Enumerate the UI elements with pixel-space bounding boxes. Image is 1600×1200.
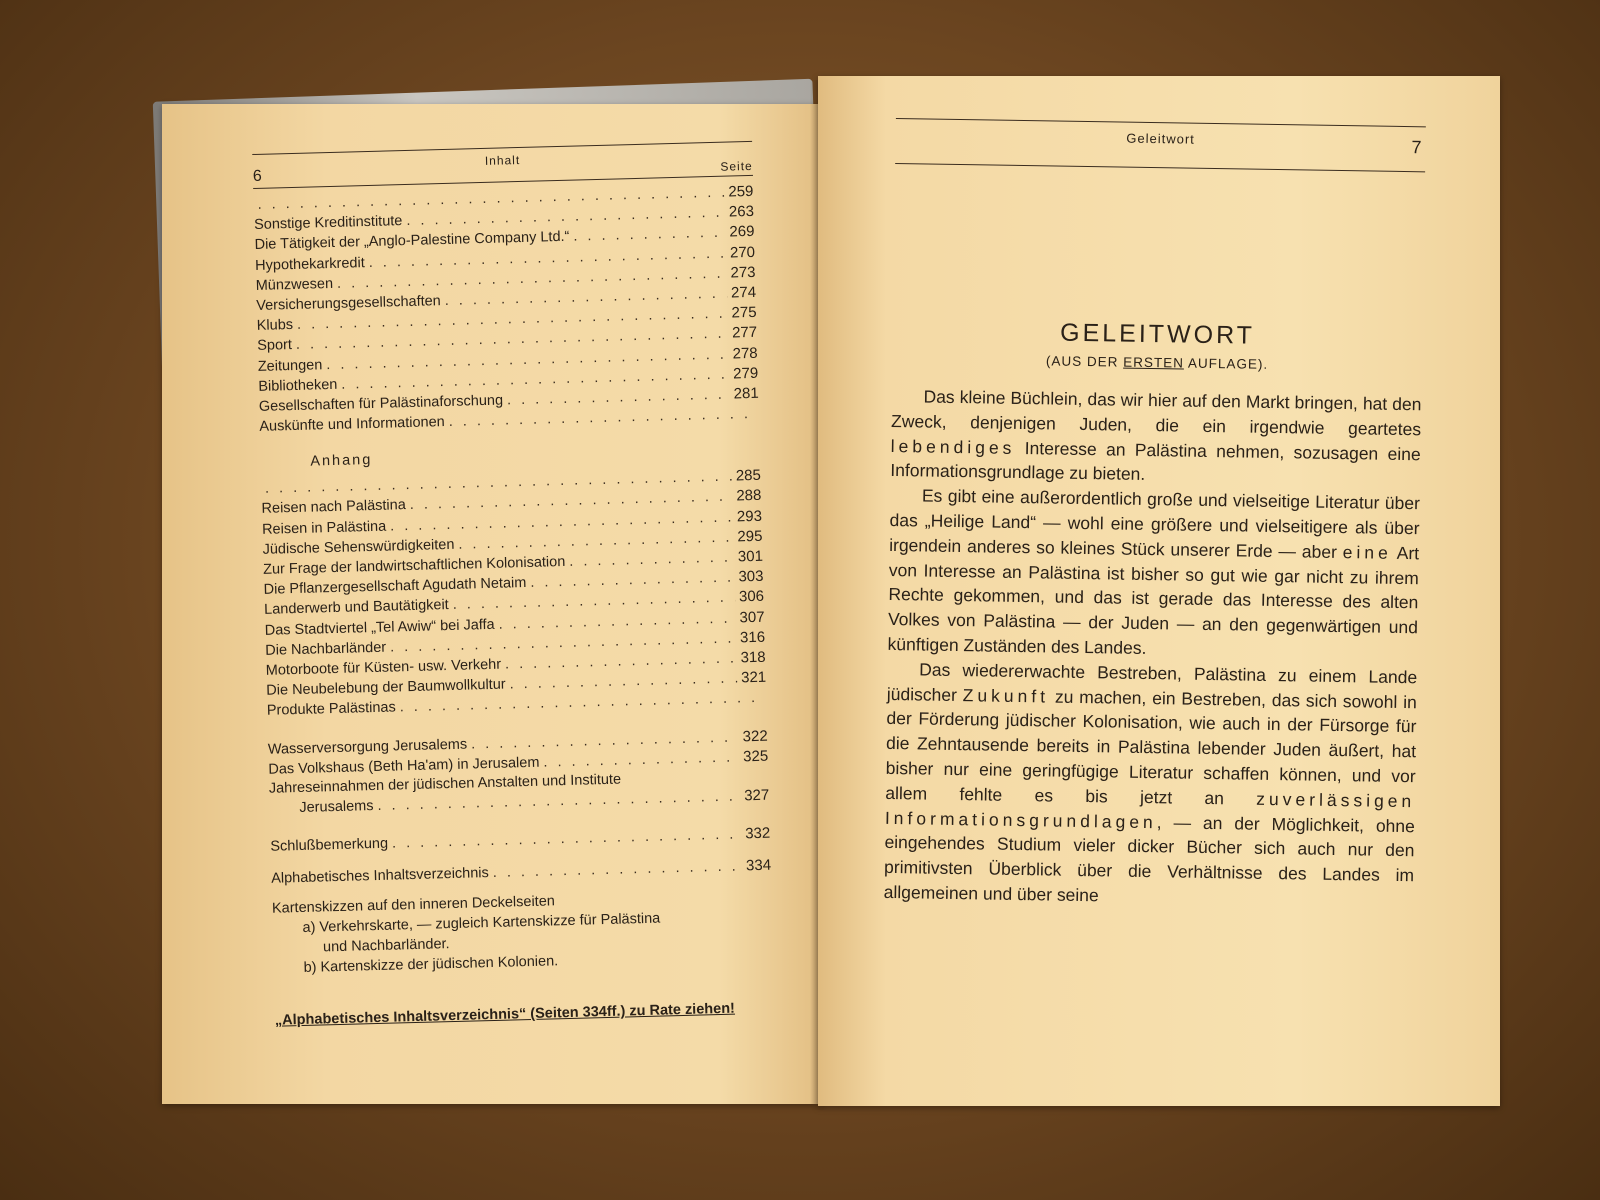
toc-page: 325 — [742, 747, 769, 766]
body-text — [884, 384, 1422, 913]
toc-page: 279 — [732, 364, 759, 383]
toc-main-list — [253, 182, 759, 437]
page-number: 6 — [252, 167, 262, 185]
text-run: Das wiedererwachte Bestreben, Palästina zu einem Lande jüdischer — [886, 659, 1418, 705]
seite-label: Seite — [720, 158, 753, 174]
toc-label: Sonstige Kreditinstitute — [253, 213, 403, 234]
toc-label: Zeitungen — [257, 356, 323, 375]
paragraph-3 — [884, 657, 1418, 913]
toc-anhang-list — [261, 466, 767, 721]
toc-page: 307 — [739, 608, 765, 626]
toc-page: 327 — [743, 786, 770, 805]
toc-page: 285 — [735, 467, 762, 485]
toc-page: 269 — [729, 223, 755, 241]
toc-label: Landerwerb und Bautätigkeit — [263, 597, 449, 619]
toc-label: Das Stadtviertel „Tel Awiw“ bei Jaffa — [264, 616, 495, 639]
paragraph-1 — [890, 384, 1421, 492]
toc-label: Zur Frage der landwirtschaftlichen Kolonisation — [262, 553, 566, 578]
toc-label: Das Volkshaus (Beth Ha'am) in Jerusalem — [268, 754, 540, 778]
text-run: Art von Interesse an Palästina ist bisher so gut wie gar nicht zu ihrem Rechte gekommen, und das ist gerade das Interesse des alten Volkes von Palästina — der Juden — an den gegenwärtigen und künftigen Zuständen des Landes. — [887, 542, 1420, 658]
toc-page: 273 — [730, 263, 756, 282]
toc-page: 293 — [736, 507, 763, 526]
toc-page: 301 — [737, 547, 764, 566]
chapter-subtitle — [892, 351, 1422, 374]
toc-label: Gesellschaften für Palästinaforschung — [258, 392, 504, 415]
toc-page: 263 — [728, 203, 755, 221]
spaced-emphasis: zuverlässigen Informationsgrundlagen — [884, 788, 1416, 832]
left-page — [162, 104, 818, 1104]
show-through-text — [893, 176, 1425, 314]
toc-label: Die Tätigkeit der „Anglo-Palestine Company Ltd.“ — [254, 229, 570, 254]
running-header — [252, 131, 753, 189]
anhang-title: Anhang — [310, 452, 373, 470]
toc-label: Jerusalems — [299, 797, 374, 816]
toc-label: Die Neubelebung der Baumwollkultur — [266, 676, 506, 699]
toc-label: Wasserversorgung Jerusalems — [267, 736, 468, 758]
toc-page: 277 — [731, 324, 758, 342]
toc-page: 259 — [728, 182, 754, 201]
toc-label: Die Pflanzergesellschaft Agudath Netaim — [263, 575, 527, 599]
running-header — [895, 118, 1426, 172]
maps-item-a-cont: und Nachbarländer. — [322, 936, 450, 956]
toc-page: 275 — [731, 303, 757, 322]
text-run: Interesse an Palästina nehmen, sozusagen eine Informationsgrundlage zu bieten. — [890, 437, 1421, 485]
subtitle-part: AUFLAGE). — [1183, 355, 1269, 372]
toc-page: 295 — [737, 527, 763, 546]
toc-label: Jahreseinnahmen der jüdischen Anstalten und Institute — [268, 771, 622, 797]
text-run: Es gibt eine außerordentlich große und vielseitige Literatur über das „Heilige Land“ — wohl eine größere und vielseitigere als über irgendein anderes so kleines Stück unserer Erde — aber — [889, 485, 1421, 562]
toc-label: Produkte Palästinas — [266, 699, 396, 720]
geleitwort-content — [884, 112, 1426, 913]
bottom-note: „Alphabetisches Inhaltsverzeichnis“ (Seiten 334ff.) zu Rate ziehen! — [274, 1001, 736, 1030]
toc-page: 316 — [739, 628, 766, 647]
text-run: zu machen, ein Bestreben, das sich sowohl in der Förderung jüdischer Kolonisation, wie auch in der Fürsorge für die Zehntausende bereits in Palästina lebender Juden äußert, hat bisher nur eine geringfügige Literatur schaffen können, und vor allem fehlte es bis jetzt an — [885, 686, 1417, 809]
spaced-emphasis: Zukunft — [962, 684, 1050, 707]
page-number: 7 — [1411, 137, 1422, 158]
text-run: Das kleine Büchlein, das wir hier auf den Markt bringen, hat den Zweck, denjenigen Juden, die ein irgendwie geartetes — [890, 386, 1422, 440]
toc-label: Motorboote für Küsten- usw. Verkehr — [265, 656, 502, 679]
toc-page: 281 — [733, 384, 759, 403]
toc-page: 332 — [744, 824, 771, 843]
toc-label: Auskünfte und Informationen — [259, 414, 445, 435]
toc-label: Bibliotheken — [258, 376, 338, 395]
running-head-title: Geleitwort — [1126, 130, 1195, 147]
toc-label: Klubs — [256, 317, 294, 335]
running-head-title: Inhalt — [484, 152, 521, 168]
subtitle-part: (AUS DER — [1045, 353, 1124, 370]
toc-label: Versicherungsgesellschaften — [256, 293, 441, 314]
toc-label: Reisen nach Palästina — [261, 497, 407, 518]
open-book — [150, 60, 1530, 1120]
toc-page: 334 — [745, 856, 772, 875]
toc-page: 306 — [738, 588, 765, 606]
toc-page: 321 — [740, 668, 767, 687]
toc-page: 274 — [730, 283, 757, 302]
spaced-emphasis: lebendiges — [890, 435, 1016, 458]
chapter-title: GELEITWORT — [1059, 318, 1256, 350]
table-of-contents — [252, 131, 775, 1029]
toc-page: 322 — [742, 727, 768, 745]
maps-item-a: a) Verkehrskarte, — zugleich Kartenskizze für Palästina — [302, 911, 661, 937]
toc-page: 318 — [740, 648, 766, 667]
toc-page: 278 — [732, 344, 758, 362]
right-page — [818, 76, 1500, 1106]
toc-label: Jüdische Sehenswürdigkeiten — [262, 536, 455, 558]
toc-label: Reisen in Palästina — [261, 518, 387, 538]
toc-label: Hypothekarkredit — [254, 254, 365, 274]
toc-label: Die Nachbarländer — [265, 639, 387, 659]
subtitle-underlined: ERSTEN — [1123, 354, 1185, 371]
toc-label: Schlußbemerkung — [270, 835, 389, 855]
toc-page: 288 — [736, 487, 762, 505]
maps-heading: Kartenskizzen auf den inneren Deckelseiten — [271, 893, 556, 918]
spaced-emphasis: eine — [1342, 541, 1393, 563]
toc-label: Alphabetisches Inhaltsverzeichnis — [271, 865, 490, 887]
maps-block — [272, 886, 774, 979]
paragraph-2 — [887, 483, 1420, 665]
maps-item-b: b) Kartenskizze der jüdischen Kolonien. — [303, 953, 559, 977]
toc-page: 270 — [729, 243, 756, 262]
toc-label: Sport — [257, 337, 293, 355]
text-run: , — an der Möglichkeit, ohne eingehendes Studium vieler dicker Bücher sich auch nur den primitivsten Überblick über die Verhältnisse des Landes im allgemeinen und über seine — [883, 811, 1416, 906]
toc-label: Münzwesen — [255, 275, 334, 294]
toc-page: 303 — [738, 567, 764, 586]
